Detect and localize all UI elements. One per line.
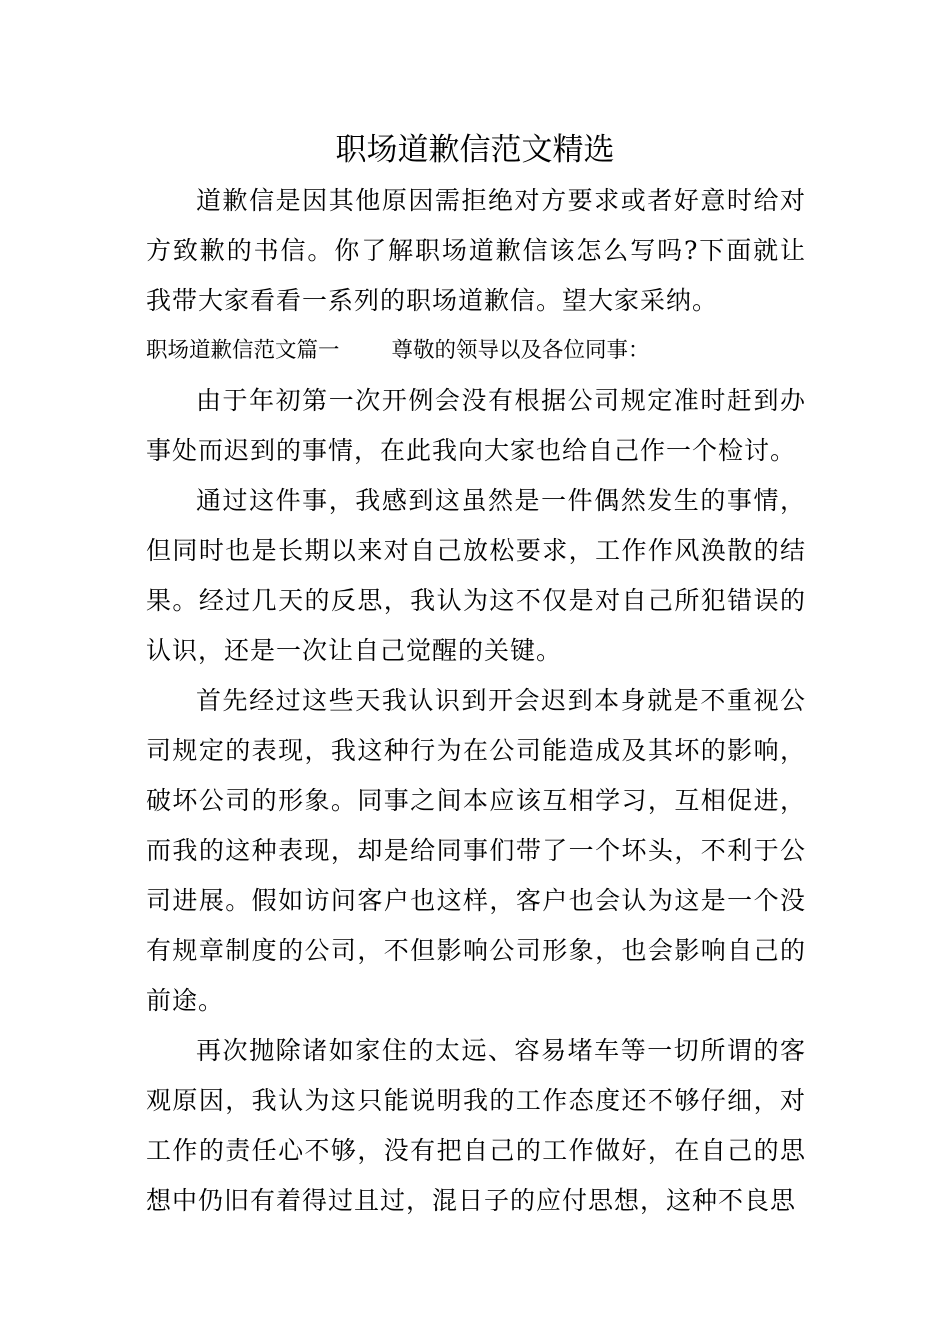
document-title: 职场道歉信范文精选 [335, 132, 615, 168]
intro-paragraph: 道歉信是因其他原因需拒绝对方要求或者好意时给对方致歉的书信。你了解职场道歉信该怎么写吗?下面就让我带大家看看一系列的职场道歉信。望大家采纳。 [146, 186, 806, 315]
body-paragraph-1: 由于年初第一次开例会没有根据公司规定准时赶到办事处而迟到的事情，在此我向大家也给自己作一个检讨。 [146, 386, 806, 465]
section-heading-line [146, 326, 806, 376]
body-paragraph-4: 再次抛除诸如家住的太远、容易堵车等一切所谓的客观原因，我认为这只能说明我的工作态度还不够仔细，对工作的责任心不够，没有把自己的工作做好，在自己的思想中仍旧有着得过且过，混日子的应付思想，这种不良思 [146, 1036, 806, 1215]
document-body [146, 176, 806, 1226]
body-paragraph-2: 通过这件事，我感到这虽然是一件偶然发生的事情，但同时也是长期以来对自己放松要求，工作作风涣散的结果。经过几天的反思，我认为这不仅是对自己所犯错误的认识，还是一次让自己觉醒的关键。 [146, 486, 806, 665]
salutation: 尊敬的领导以及各位同事： [391, 338, 650, 363]
section-heading: 职场道歉信范文篇一 [146, 338, 340, 363]
body-paragraph-3: 首先经过这些天我认识到开会迟到本身就是不重视公司规定的表现，我这种行为在公司能造成及其坏的影响，破坏公司的形象。同事之间本应该互相学习，互相促进，而我的这种表现，却是给同事们带了一个坏头，不利于公司进展。假如访问客户也这样，客户也会认为这是一个没有规章制度的公司，不但影响公司形象，也会影响自己的前途。 [146, 686, 806, 1015]
